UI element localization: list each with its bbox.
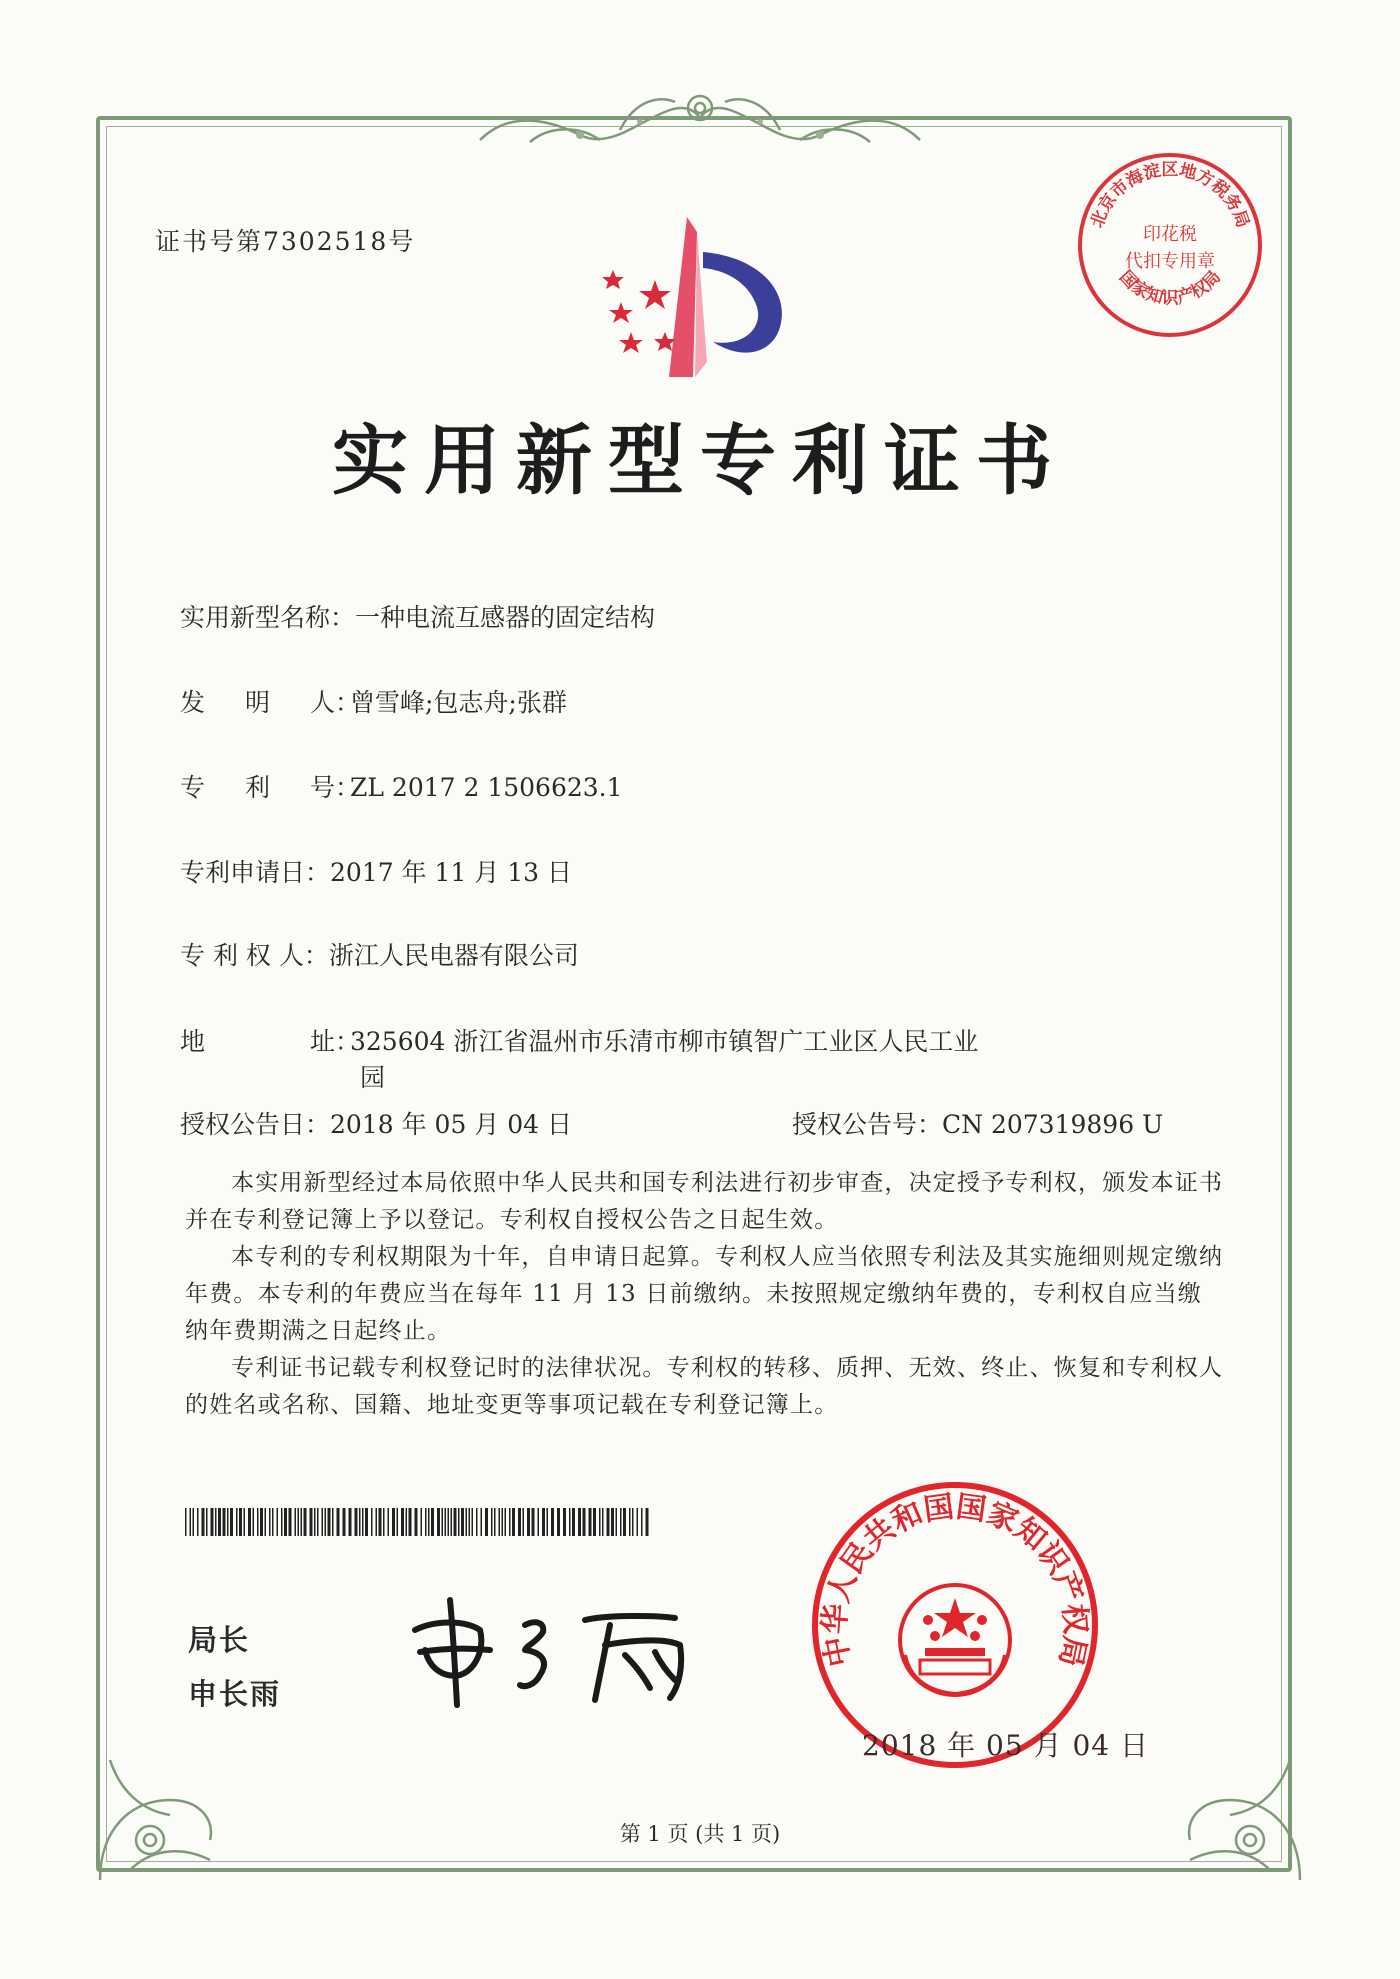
barcode-bar bbox=[227, 1508, 229, 1536]
barcode-bar bbox=[401, 1508, 404, 1536]
national-emblem-icon bbox=[900, 1585, 1010, 1695]
barcode-bar bbox=[359, 1508, 361, 1536]
barcode-bar bbox=[611, 1508, 614, 1536]
barcode-bar bbox=[269, 1508, 271, 1536]
barcode-bar bbox=[397, 1508, 399, 1536]
body-paragraph-2: 本专利的专利权期限为十年，自申请日起算。专利权人应当依照专利法及其实施细则规定缴纳年费。本专利的年费应当在每年 11 月 13 日前缴纳。未按照规定缴纳年费的，专利权自应当缴纳年费期满之日起终止。 bbox=[185, 1244, 1224, 1344]
barcode-bar bbox=[458, 1508, 460, 1536]
barcode-bar bbox=[466, 1508, 468, 1536]
barcode-bar bbox=[607, 1508, 610, 1536]
barcode-bar bbox=[629, 1508, 631, 1536]
barcode-bar bbox=[448, 1508, 450, 1536]
svg-text:中华人民共和国国家知识产权局 bbox=[817, 1489, 1092, 1669]
barcode-bar bbox=[406, 1508, 408, 1536]
barcode-bar bbox=[409, 1508, 412, 1536]
field-inventor-label bbox=[180, 683, 361, 719]
barcode-bar bbox=[185, 1508, 187, 1536]
field-grant-no-label: 授权公告号： bbox=[792, 1110, 943, 1139]
barcode-bar bbox=[523, 1508, 525, 1536]
barcode-bar bbox=[325, 1508, 327, 1536]
label-char: 发 bbox=[180, 688, 206, 717]
certificate-body-text bbox=[185, 1165, 1225, 1424]
barcode-bar bbox=[469, 1508, 471, 1536]
barcode-bar bbox=[337, 1508, 340, 1536]
barcode-bar bbox=[551, 1508, 554, 1536]
barcode-bar bbox=[355, 1508, 358, 1536]
barcode-bar bbox=[620, 1508, 622, 1536]
barcode-bar bbox=[379, 1508, 382, 1536]
barcode-bar bbox=[542, 1508, 545, 1536]
barcode-bar bbox=[248, 1508, 251, 1536]
body-paragraph-1: 本实用新型经过本局依照中华人民共和国专利法进行初步审查，决定授予专利权，颁发本证书并在专利登记簿上予以登记。专利权自授权公告之日起生效。 bbox=[185, 1170, 1224, 1233]
director-name: 申长雨 bbox=[188, 1677, 282, 1711]
barcode-bar bbox=[230, 1508, 233, 1536]
barcode-bar bbox=[349, 1508, 352, 1536]
barcode-bar bbox=[641, 1508, 643, 1536]
barcode-bar bbox=[557, 1508, 560, 1536]
certificate-title: 实用新型专利证书 bbox=[332, 416, 1068, 505]
barcode-bar bbox=[532, 1508, 535, 1536]
seal-text: 中华人民共和国国家知识产权局 bbox=[817, 1489, 1093, 1670]
tax-stamp-bottom-text: 国家知识产权局 bbox=[1115, 267, 1225, 309]
label-char: 明 bbox=[245, 688, 271, 717]
barcode-bar bbox=[415, 1508, 418, 1536]
barcode-bar bbox=[365, 1508, 368, 1536]
barcode-bar bbox=[244, 1508, 246, 1536]
barcode-bar bbox=[485, 1508, 488, 1536]
barcode-bar bbox=[518, 1508, 521, 1536]
barcode-bar bbox=[206, 1508, 208, 1536]
field-address-value-line2: 园 bbox=[360, 1063, 386, 1092]
field-address-label bbox=[180, 1022, 361, 1058]
body-paragraph-3: 专利证书记载专利权登记时的法律状况。专利权的转移、质押、无效、终止、恢复和专利权人的姓名或名称、国籍、地址变更等事项记载在专利登记簿上。 bbox=[185, 1355, 1224, 1418]
barcode-bar bbox=[527, 1508, 530, 1536]
svg-text:国家知识产权局 bbox=[1115, 267, 1225, 308]
top-ornament bbox=[470, 80, 930, 160]
barcode-bar bbox=[445, 1508, 447, 1536]
barcode-bar bbox=[253, 1508, 255, 1536]
barcode-bar bbox=[223, 1508, 226, 1536]
barcode-bar bbox=[197, 1508, 199, 1536]
barcode-bar bbox=[265, 1508, 267, 1536]
barcode-bar bbox=[499, 1508, 501, 1536]
field-grant-date-label: 授权公告日： bbox=[180, 1110, 331, 1139]
barcode-bar bbox=[362, 1508, 364, 1536]
field-grant-no-row bbox=[792, 1105, 1163, 1141]
barcode-bar bbox=[491, 1508, 493, 1536]
field-name-label: 实用新型名称： bbox=[180, 603, 356, 632]
barcode-bar bbox=[572, 1508, 575, 1536]
barcode-bar bbox=[428, 1508, 430, 1536]
certificate-number: 证书号第7302518号 bbox=[155, 227, 416, 256]
barcode-bar bbox=[383, 1508, 385, 1536]
tax-stamp-outer-text: 北京市海淀区地方税务局 bbox=[1087, 160, 1253, 231]
field-grant-date-row bbox=[180, 1105, 572, 1141]
barcode-bar bbox=[476, 1508, 478, 1536]
field-patent-no-label bbox=[180, 768, 361, 804]
label-char: 址： bbox=[310, 1027, 361, 1056]
barcode-bar bbox=[623, 1508, 626, 1536]
field-grant-no-value: CN 207319896 U bbox=[942, 1110, 1164, 1139]
barcode-bar bbox=[343, 1508, 346, 1536]
svg-text:北京市海淀区地方税务局 bbox=[1087, 159, 1252, 230]
barcode-bar bbox=[421, 1508, 423, 1536]
field-patent-no-value: ZL 2017 2 1506623.1 bbox=[350, 773, 623, 802]
tax-stamp bbox=[1070, 145, 1270, 345]
barcode-bar bbox=[392, 1508, 395, 1536]
barcode-bar bbox=[472, 1508, 474, 1536]
barcode-bar bbox=[215, 1508, 217, 1536]
field-filing-date-row bbox=[180, 853, 572, 889]
barcode-bar bbox=[304, 1508, 307, 1536]
barcode-bar bbox=[277, 1508, 279, 1536]
barcode-bar bbox=[284, 1508, 287, 1536]
label-char: 人： bbox=[310, 688, 361, 717]
barcode-bar bbox=[616, 1508, 618, 1536]
barcode-bar bbox=[193, 1508, 195, 1536]
barcode-bar bbox=[301, 1508, 303, 1536]
barcode-bar bbox=[202, 1508, 205, 1536]
cnipa-logo-icon bbox=[585, 212, 795, 382]
barcode-bar bbox=[317, 1508, 319, 1536]
barcode-bar bbox=[451, 1508, 453, 1536]
barcode-bar bbox=[494, 1508, 496, 1536]
barcode-bar bbox=[599, 1508, 601, 1536]
barcode-bar bbox=[563, 1508, 566, 1536]
barcode-bar bbox=[437, 1508, 440, 1536]
barcode-bar bbox=[236, 1508, 238, 1536]
label-char: 号： bbox=[310, 773, 361, 802]
barcode bbox=[185, 1508, 655, 1536]
barcode-bar bbox=[298, 1508, 300, 1536]
barcode-bar bbox=[509, 1508, 511, 1536]
field-inventor-row bbox=[180, 683, 567, 719]
barcode-bar bbox=[512, 1508, 515, 1536]
barcode-bar bbox=[310, 1508, 313, 1536]
barcode-bar bbox=[257, 1508, 259, 1536]
field-grant-date-value: 2018 年 05 月 04 日 bbox=[330, 1110, 572, 1139]
barcode-bar bbox=[281, 1508, 283, 1536]
barcode-bar bbox=[431, 1508, 434, 1536]
field-patentee-label: 专 利 权 人： bbox=[180, 941, 329, 970]
tax-stamp-inner-line1: 印花税 bbox=[1143, 224, 1197, 245]
barcode-bar bbox=[272, 1508, 274, 1536]
barcode-bar bbox=[646, 1508, 649, 1536]
barcode-bar bbox=[461, 1508, 464, 1536]
field-patentee-value: 浙江人民电器有限公司 bbox=[328, 941, 579, 970]
barcode-bar bbox=[547, 1508, 549, 1536]
barcode-bar bbox=[322, 1508, 324, 1536]
barcode-bar bbox=[376, 1508, 378, 1536]
field-address-value-line1: 325604 浙江省温州市乐清市柳市镇智广工业区人民工业 bbox=[350, 1027, 979, 1056]
page-number: 第 1 页 (共 1 页) bbox=[619, 1822, 781, 1846]
barcode-bar bbox=[218, 1508, 221, 1536]
bottom-left-ornament bbox=[80, 1720, 240, 1890]
barcode-bar bbox=[502, 1508, 504, 1536]
director-title: 局长 bbox=[188, 1623, 251, 1657]
barcode-bar bbox=[211, 1508, 214, 1536]
barcode-bar bbox=[505, 1508, 507, 1536]
barcode-bar bbox=[328, 1508, 331, 1536]
barcode-bar bbox=[425, 1508, 427, 1536]
barcode-bar bbox=[481, 1508, 483, 1536]
field-filing-date-label: 专利申请日： bbox=[180, 858, 331, 887]
barcode-bar bbox=[442, 1508, 444, 1536]
barcode-bar bbox=[260, 1508, 263, 1536]
barcode-bar bbox=[632, 1508, 634, 1536]
barcode-bar bbox=[578, 1508, 581, 1536]
barcode-bar bbox=[371, 1508, 373, 1536]
barcode-bar bbox=[289, 1508, 292, 1536]
barcode-bar bbox=[388, 1508, 390, 1536]
barcode-bar bbox=[583, 1508, 586, 1536]
field-filing-date-value: 2017 年 11 月 13 日 bbox=[330, 858, 572, 887]
bottom-right-ornament bbox=[1160, 1720, 1320, 1890]
barcode-bar bbox=[332, 1508, 334, 1536]
barcode-bar bbox=[637, 1508, 639, 1536]
field-name-row bbox=[180, 598, 655, 634]
barcode-bar bbox=[314, 1508, 316, 1536]
barcode-bar bbox=[602, 1508, 604, 1536]
field-inventor-value: 曾雪峰;包志舟;张群 bbox=[350, 688, 567, 717]
field-patentee-row bbox=[180, 936, 579, 972]
barcode-bar bbox=[239, 1508, 242, 1536]
field-name-value: 一种电流互感器的固定结构 bbox=[355, 603, 656, 632]
barcode-bar bbox=[454, 1508, 457, 1536]
tax-stamp-inner-line2: 代扣专用章 bbox=[1125, 251, 1215, 272]
barcode-bar bbox=[295, 1508, 297, 1536]
barcode-bar bbox=[593, 1508, 596, 1536]
field-patent-no-row bbox=[180, 768, 623, 804]
label-char: 利 bbox=[245, 773, 271, 802]
barcode-bar bbox=[589, 1508, 592, 1536]
label-char: 专 bbox=[180, 773, 206, 802]
barcode-bar bbox=[190, 1508, 192, 1536]
director-signature bbox=[405, 1590, 725, 1710]
label-char: 地 bbox=[180, 1027, 206, 1056]
field-address-row bbox=[180, 1022, 978, 1058]
seal-date: 2018 年 05 月 04 日 bbox=[862, 1729, 1150, 1762]
barcode-bar bbox=[538, 1508, 540, 1536]
barcode-bar bbox=[569, 1508, 571, 1536]
